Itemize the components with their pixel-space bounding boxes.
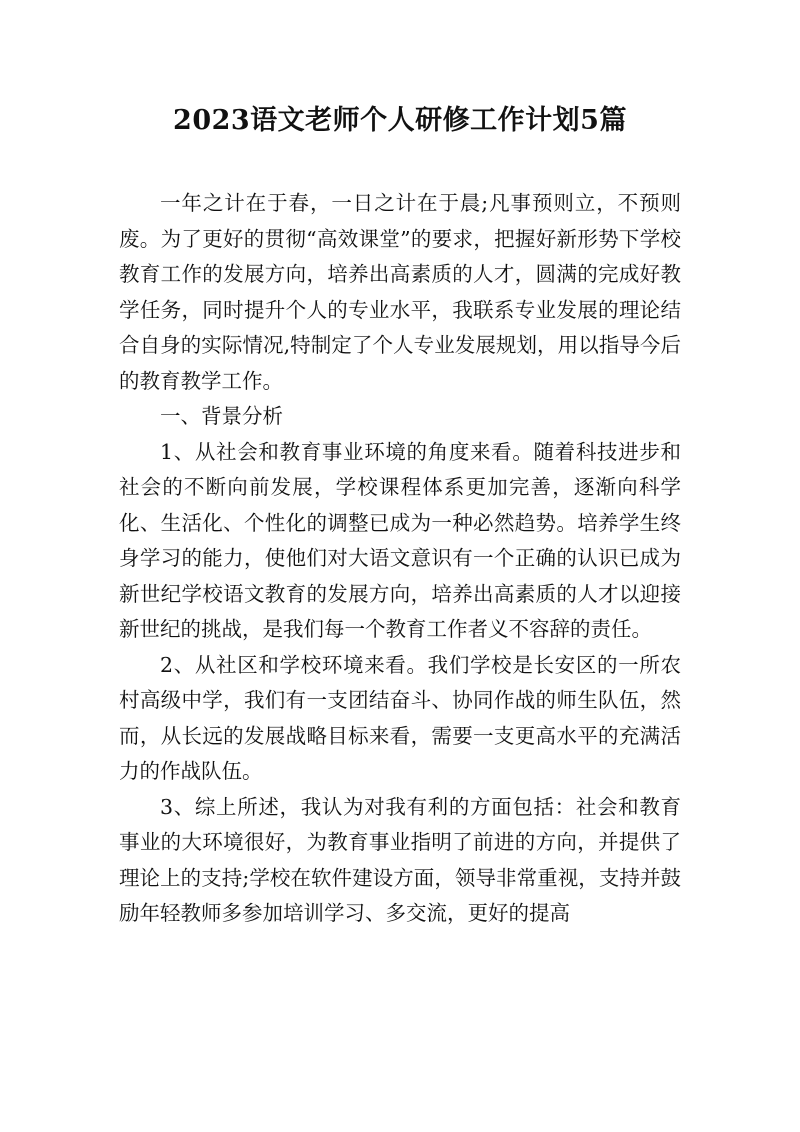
section-heading-background: 一、背景分析 [160,404,283,428]
paragraph-point-3: 3、综上所述，我认为对我有利的方面包括：社会和教育事业的大环境很好，为教育事业指明了前进的方向，并提供了理论上的支持;学校在软件建设方面，领导非常重视，支持并鼓励年轻教师多参加培训学习、多交流，更好的提高 [119,794,681,925]
document-title: 2023语文老师个人研修工作计划5篇 [173,105,627,136]
paragraph-point-1: 1、从社会和教育事业环境的角度来看。随着科技进步和社会的不断向前发展，学校课程体系更加完善，逐渐向科学化、生活化、个性化的调整已成为一种必然趋势。培养学生终身学习的能力，使他们对大语文意识有一个正确的认识已成为新世纪学校语文教育的发展方向，培养出高素质的人才以迎接新世纪的挑战，是我们每一个教育工作者义不容辞的责任。 [119,439,681,641]
paragraph-intro: 一年之计在于春，一日之计在于晨;凡事预则立，不预则废。为了更好的贯彻“高效课堂”的要求，把握好新形势下学校教育工作的发展方向，培养出高素质的人才，圆满的完成好教学任务，同时提升个人的专业水平，我联系专业发展的理论结合自身的实际情况,特制定了个人专业发展规划，用以指导今后的教育教学工作。 [119,191,681,393]
paragraph-point-2: 2、从社区和学校环境来看。我们学校是长安区的一所农村高级中学，我们有一支团结奋斗、协同作战的师生队伍，然而，从长远的发展战略目标来看，需要一支更高水平的充满活力的作战队伍。 [119,652,681,783]
document-body [119,186,681,932]
